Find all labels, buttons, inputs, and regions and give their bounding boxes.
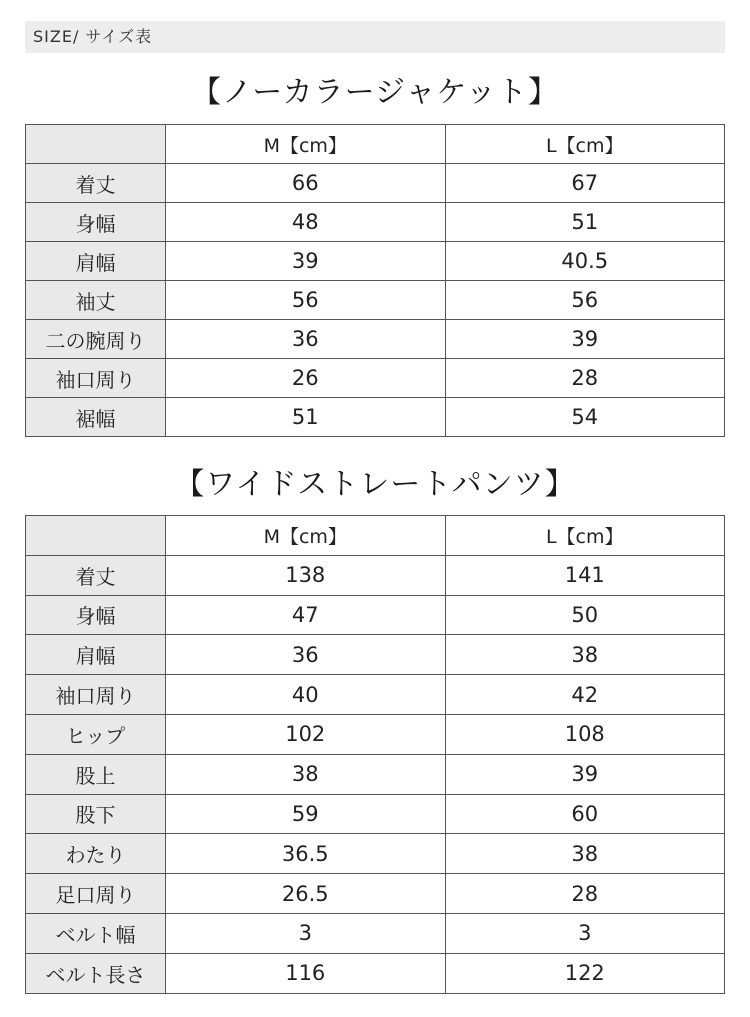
value-m: 39 (166, 242, 446, 281)
row-label: 袖丈 (26, 281, 166, 320)
table-row (26, 555, 725, 595)
table-row (26, 834, 725, 874)
value-m: 59 (166, 794, 446, 834)
value-m: 56 (166, 281, 446, 320)
table-row (26, 203, 725, 242)
value-l: 38 (445, 834, 725, 874)
value-l: 38 (445, 635, 725, 675)
value-l: 56 (445, 281, 725, 320)
value-m: 138 (166, 555, 446, 595)
size-header-bar (25, 21, 725, 53)
table-row (26, 675, 725, 715)
jacket-size-table (25, 124, 725, 437)
table-row (26, 281, 725, 320)
value-m: 36 (166, 320, 446, 359)
value-m: 116 (166, 953, 446, 993)
row-label: 身幅 (26, 203, 166, 242)
row-label: 袖口周り (26, 675, 166, 715)
row-label: 袖口周り (26, 359, 166, 398)
row-label: 身幅 (26, 595, 166, 635)
pants-title: 【ワイドストレートパンツ】 (174, 467, 576, 502)
row-label: 二の腕周り (26, 320, 166, 359)
value-l: 67 (445, 164, 725, 203)
value-m: 38 (166, 754, 446, 794)
table-row (26, 874, 725, 914)
table-row (26, 953, 725, 993)
row-label: ベルト幅 (26, 913, 166, 953)
value-l: 122 (445, 953, 725, 993)
jacket-title: 【ノーカラージャケット】 (191, 75, 559, 110)
table-header-row (26, 125, 725, 164)
table-header-row (26, 516, 725, 556)
value-m: 40 (166, 675, 446, 715)
value-l: 108 (445, 714, 725, 754)
table-row (26, 320, 725, 359)
column-header-m: M【cm】 (166, 125, 446, 164)
row-label: わたり (26, 834, 166, 874)
value-l: 60 (445, 794, 725, 834)
table-row (26, 359, 725, 398)
column-header-l: L【cm】 (445, 125, 725, 164)
table-corner-cell (26, 125, 166, 164)
table-row (26, 754, 725, 794)
value-m: 48 (166, 203, 446, 242)
value-l: 39 (445, 754, 725, 794)
table-row (26, 242, 725, 281)
row-label: 肩幅 (26, 242, 166, 281)
table-row (26, 714, 725, 754)
size-header-label: SIZE/ サイズ表 (33, 27, 153, 46)
value-l: 28 (445, 359, 725, 398)
table-row (26, 398, 725, 437)
value-l: 50 (445, 595, 725, 635)
value-l: 39 (445, 320, 725, 359)
row-label: 股下 (26, 794, 166, 834)
value-m: 26 (166, 359, 446, 398)
row-label: 着丈 (26, 164, 166, 203)
value-l: 3 (445, 913, 725, 953)
value-m: 36.5 (166, 834, 446, 874)
row-label: ベルト長さ (26, 953, 166, 993)
value-m: 66 (166, 164, 446, 203)
value-m: 102 (166, 714, 446, 754)
column-header-m: M【cm】 (166, 516, 446, 556)
table-corner-cell (26, 516, 166, 556)
value-m: 26.5 (166, 874, 446, 914)
row-label: 肩幅 (26, 635, 166, 675)
table-row (26, 595, 725, 635)
column-header-l: L【cm】 (445, 516, 725, 556)
value-m: 3 (166, 913, 446, 953)
row-label: ヒップ (26, 714, 166, 754)
table-row (26, 913, 725, 953)
table-row (26, 635, 725, 675)
value-l: 40.5 (445, 242, 725, 281)
row-label: 裾幅 (26, 398, 166, 437)
value-l: 42 (445, 675, 725, 715)
pants-size-table (25, 515, 725, 994)
row-label: 股上 (26, 754, 166, 794)
value-l: 54 (445, 398, 725, 437)
value-l: 51 (445, 203, 725, 242)
value-m: 47 (166, 595, 446, 635)
table-row (26, 164, 725, 203)
table-row (26, 794, 725, 834)
row-label: 着丈 (26, 555, 166, 595)
row-label: 足口周り (26, 874, 166, 914)
value-l: 28 (445, 874, 725, 914)
value-m: 51 (166, 398, 446, 437)
value-m: 36 (166, 635, 446, 675)
value-l: 141 (445, 555, 725, 595)
